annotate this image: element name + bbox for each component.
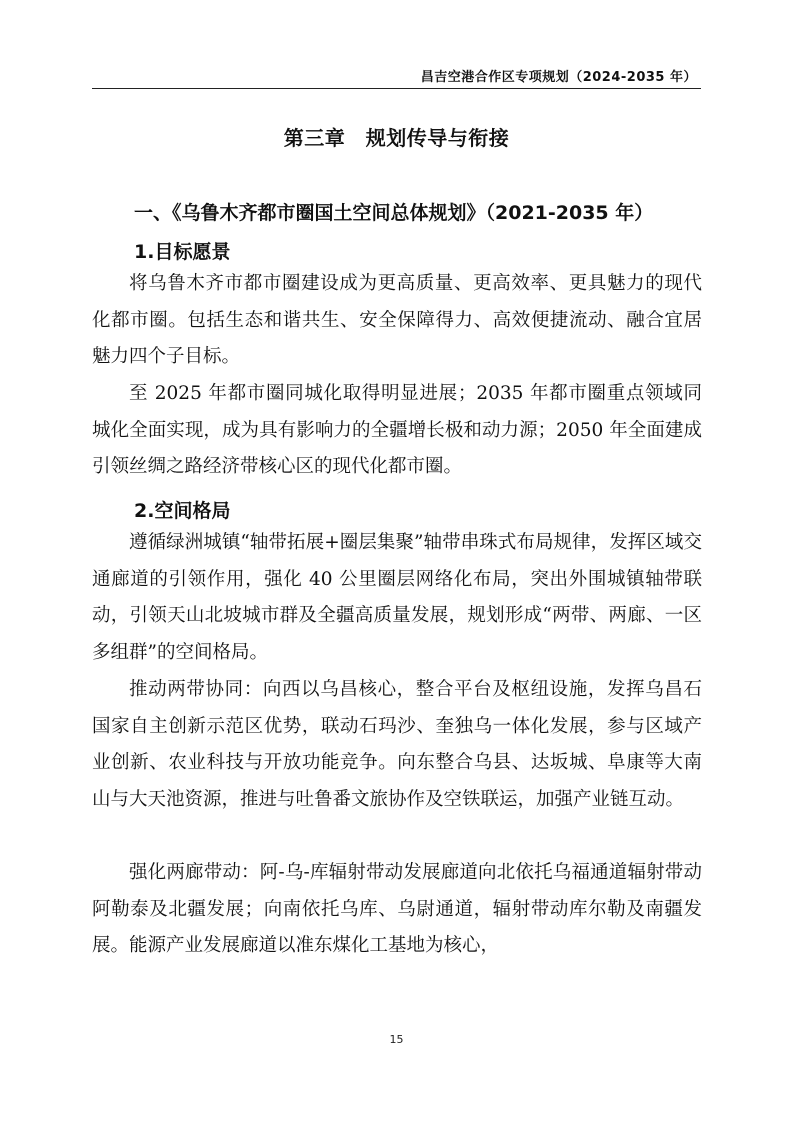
chapter-title: 第三章 规划传导与衔接 xyxy=(283,126,510,150)
paragraph: 将乌鲁木齐市都市圈建设成为更高质量、更高效率、更具魅力的现代化都市圈。包括生态和谐共生、安全保障得力、高效便捷流动、融合宜居魅力四个子目标。 xyxy=(92,273,702,368)
header-rule xyxy=(92,88,701,89)
running-header: 昌吉空港合作区专项规划（2024-2035 年） xyxy=(420,70,697,85)
paragraph: 强化两廊带动：阿-乌-库辐射带动发展廊道向北依托乌福通道辐射带动阿勒泰及北疆发展；向南依托乌库、乌尉通道，辐射带动库尔勒及南疆发展。能源产业发展廊道以准东煤化工基地为核心， xyxy=(92,862,702,957)
paragraph: 至 2025 年都市圈同城化取得明显进展；2035 年都市圈重点领域同城化全面实现，成为具有影响力的全疆增长极和动力源；2050 年全面建成引领丝绸之路经济带核心区的现代化都市圈。 xyxy=(92,383,702,478)
paragraph: 遵循绿洲城镇“轴带拓展+圈层集聚”轴带串珠式布局规律，发挥区域交通廊道的引领作用，强化 40 公里圈层网络化布局，突出外围城镇轴带联动，引领天山北坡城市群及全疆高质量发展，规划形成“两带、两廊、一区多组群”的空间格局。 xyxy=(92,532,702,663)
subheading-spatial: 2.空间格局 xyxy=(134,500,231,522)
section-heading: 一、《乌鲁木齐都市圈国土空间总体规划》（2021-2035 年） xyxy=(134,202,654,224)
paragraph: 推动两带协同：向西以乌昌核心，整合平台及枢纽设施，发挥乌昌石国家自主创新示范区优势，联动石玛沙、奎独乌一体化发展，参与区域产业创新、农业科技与开放功能竞争。向东整合乌县、达坂城、阜康等大南山与大天池资源，推进与吐鲁番文旅协作及空铁联运，加强产业链互动。 xyxy=(92,679,702,810)
page-number: 15 xyxy=(389,1033,404,1046)
subheading-goals: 1.目标愿景 xyxy=(134,241,231,263)
